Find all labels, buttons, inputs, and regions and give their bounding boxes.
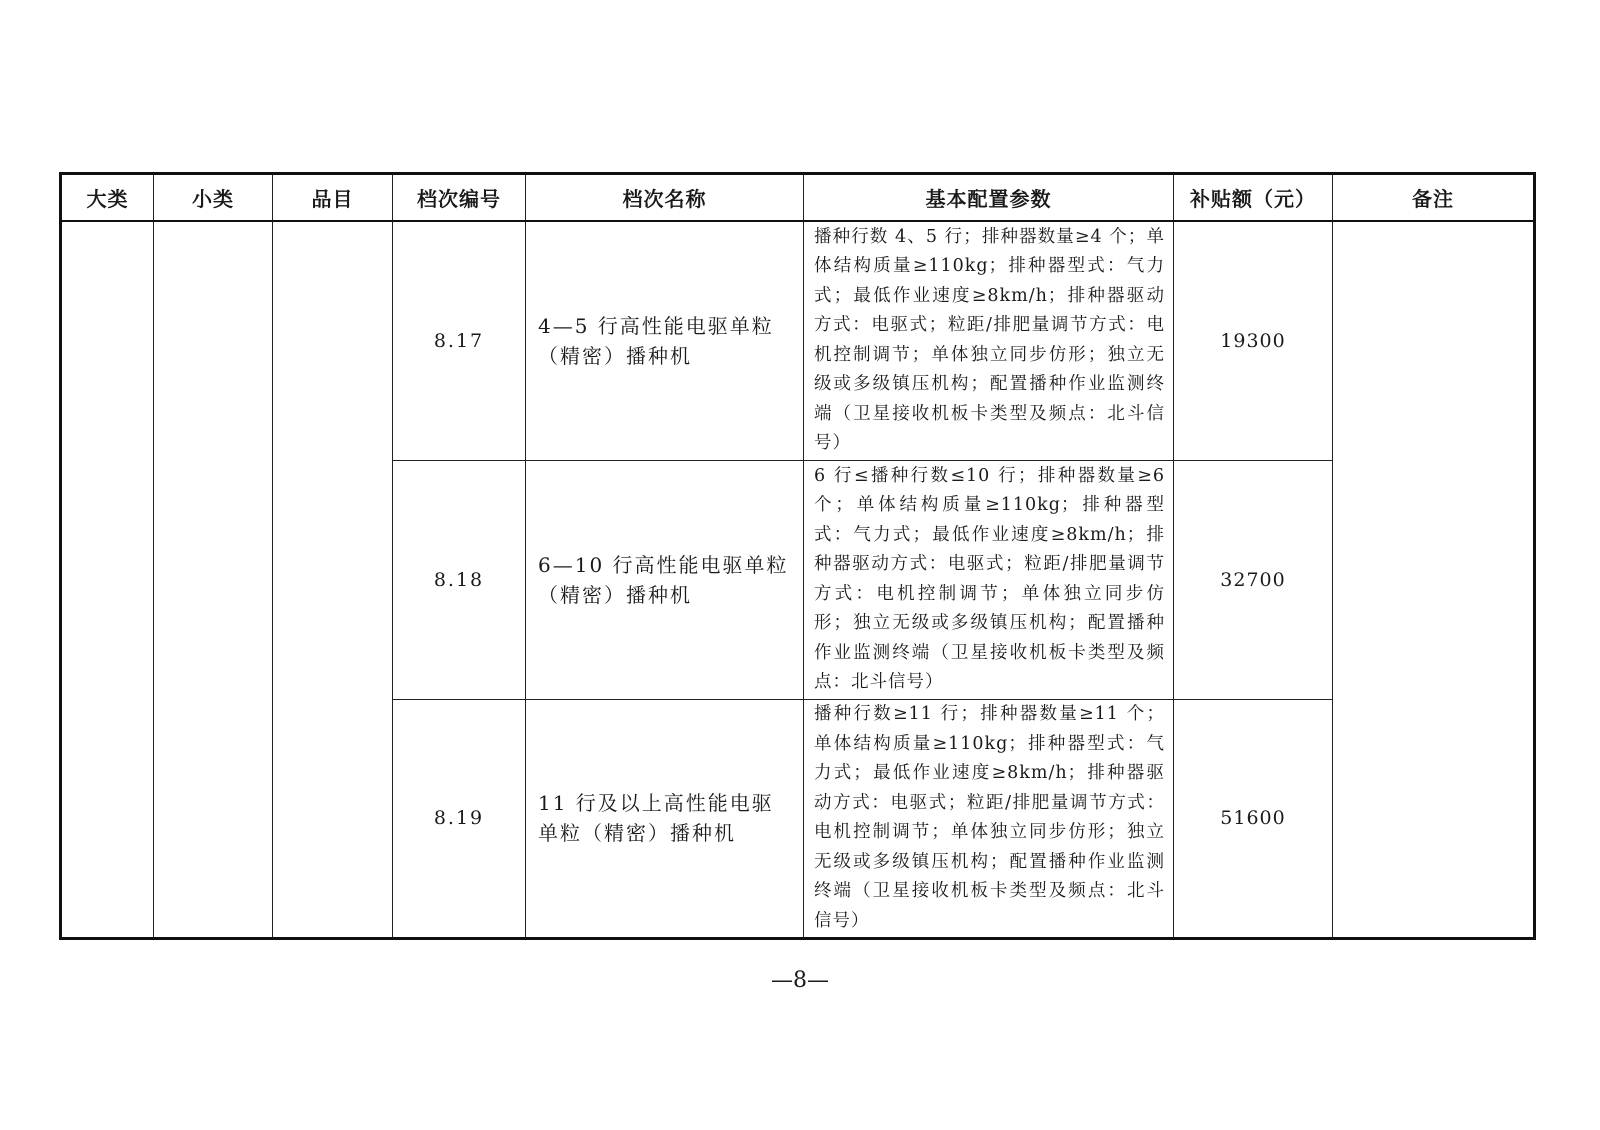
item-cell [273, 221, 393, 938]
grade-name-cell: 11 行及以上高性能电驱单粒（精密）播种机 [526, 699, 804, 938]
table-row [61, 221, 1535, 460]
header-config-params: 基本配置参数 [804, 174, 1174, 222]
grade-code-cell: 8.18 [393, 460, 526, 699]
table-header-row [61, 174, 1535, 222]
header-remarks: 备注 [1333, 174, 1535, 222]
subsidy-amount-cell: 51600 [1174, 699, 1333, 938]
subsidy-amount-cell: 19300 [1174, 221, 1333, 460]
page-number: —8— [771, 968, 829, 993]
major-category-cell [61, 221, 154, 938]
grade-code-cell: 8.19 [393, 699, 526, 938]
config-params-cell: 6 行≤播种行数≤10 行；排种器数量≥6 个；单体结构质量≥110kg；排种器型式：气力式；最低作业速度≥8km/h；排种器驱动方式：电驱式；粒距/排肥量调节方式：电机控制调节；单体独立同步仿形；独立无级或多级镇压机构；配置播种作业监测终端（卫星接收机板卡类型及频点：北斗信号） [804, 460, 1174, 699]
grade-name-cell: 4—5 行高性能电驱单粒（精密）播种机 [526, 221, 804, 460]
header-grade-name: 档次名称 [526, 174, 804, 222]
header-major-category: 大类 [61, 174, 154, 222]
config-params-cell: 播种行数 4、5 行；排种器数量≥4 个；单体结构质量≥110kg；排种器型式：气力式；最低作业速度≥8km/h；排种器驱动方式：电驱式；粒距/排肥量调节方式：电机控制调节；单体独立同步仿形；独立无级或多级镇压机构；配置播种作业监测终端（卫星接收机板卡类型及频点：北斗信号） [804, 221, 1174, 460]
subsidy-amount-cell: 32700 [1174, 460, 1333, 699]
sub-category-cell [154, 221, 273, 938]
remarks-cell [1333, 221, 1535, 938]
header-sub-category: 小类 [154, 174, 273, 222]
config-params-cell: 播种行数≥11 行；排种器数量≥11 个；单体结构质量≥110kg；排种器型式：气力式；最低作业速度≥8km/h；排种器驱动方式：电驱式；粒距/排肥量调节方式：电机控制调节；单体独立同步仿形；独立无级或多级镇压机构；配置播种作业监测终端（卫星接收机板卡类型及频点：北斗信号） [804, 699, 1174, 938]
grade-code-cell: 8.17 [393, 221, 526, 460]
header-subsidy-amount: 补贴额（元） [1174, 174, 1333, 222]
subsidy-table [59, 172, 1536, 940]
header-grade-code: 档次编号 [393, 174, 526, 222]
grade-name-cell: 6—10 行高性能电驱单粒（精密）播种机 [526, 460, 804, 699]
header-item: 品目 [273, 174, 393, 222]
